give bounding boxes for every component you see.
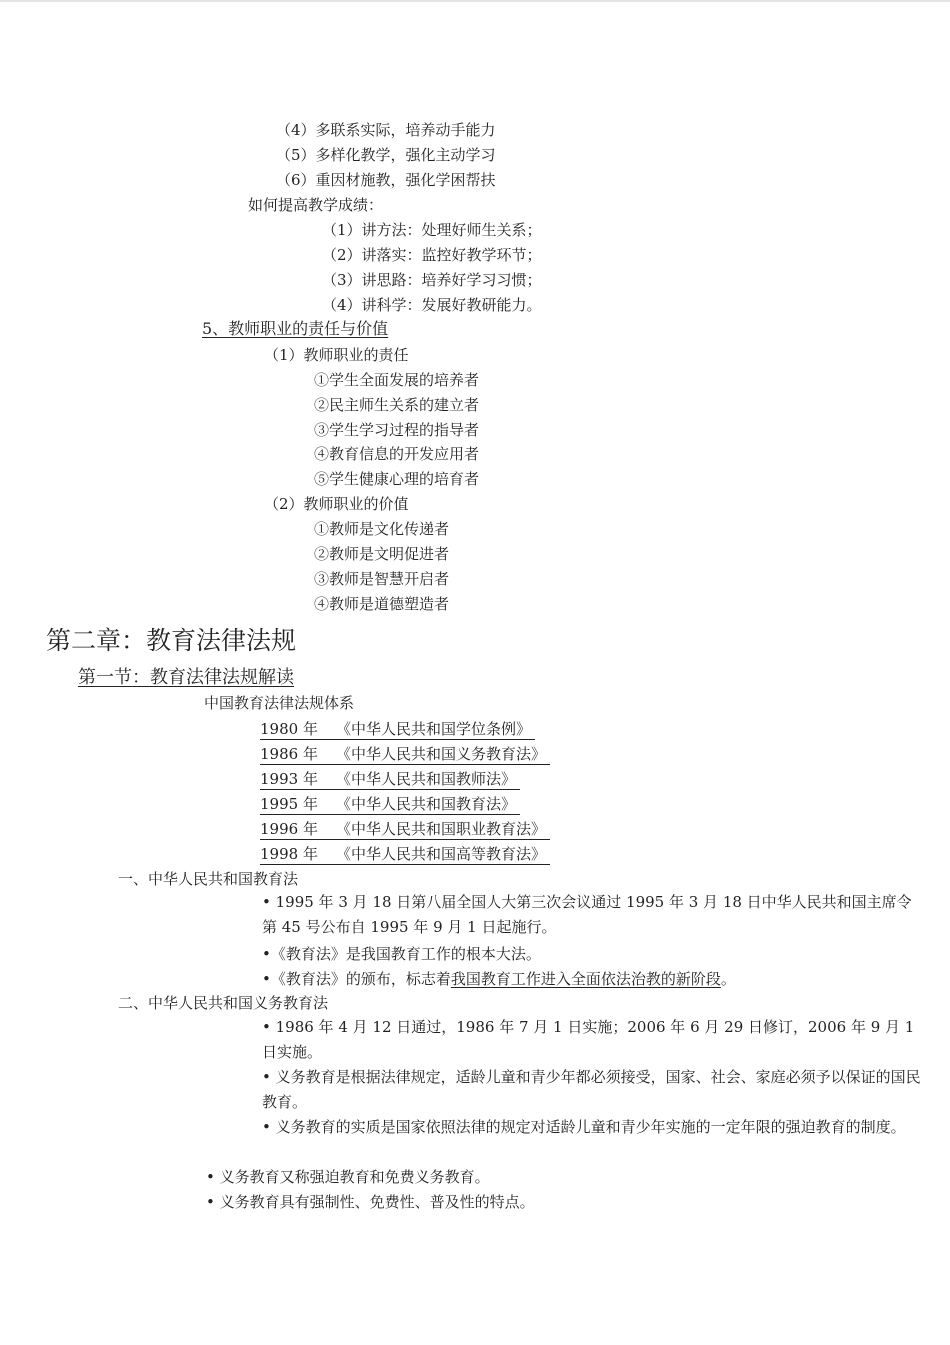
part1-bullet-3 xyxy=(262,969,736,989)
part2-bullet-3: • 义务教育的实质是国家依照法律的规定对适龄儿童和青少年实施的一定年限的强迫教育的制度。 xyxy=(262,1118,906,1136)
law-year: 1996 年 xyxy=(260,820,318,838)
value-item-3: ③教师是智慧开启者 xyxy=(314,570,450,588)
section5-title: 5、教师职业的责任与价值 xyxy=(202,319,389,338)
law-name: 《中华人民共和国教师法》 xyxy=(336,770,517,788)
responsibility-title: （1）教师职业的责任 xyxy=(264,346,409,364)
law-row xyxy=(260,719,535,740)
improve-item-1: （1）讲方法：处理好师生关系； xyxy=(322,221,542,239)
part1-bullet-1: • 1995 年 3 月 18 日第八届全国人大第三次会议通过 1995 年 3 月 18 日中华人民共和国主席令第 45 号公布自 1995 年 9 月 1 日起施行。 xyxy=(262,893,912,936)
law-name: 《中华人民共和国教育法》 xyxy=(336,795,517,813)
part2-outer-bullet-2: • 义务教育具有强制性、免费性、普及性的特点。 xyxy=(206,1193,535,1211)
law-row xyxy=(260,769,520,790)
improve-item-2: （2）讲落实：监控好教学环节； xyxy=(322,246,542,264)
law-year: 1986 年 xyxy=(260,745,318,763)
part2-title: 二、中华人民共和国义务教育法 xyxy=(118,994,329,1012)
law-row xyxy=(260,794,520,815)
part2-outer-bullet-1: • 义务教育又称强迫教育和免费义务教育。 xyxy=(206,1168,490,1186)
law-row xyxy=(260,819,550,840)
law-name: 《中华人民共和国学位条例》 xyxy=(336,720,532,738)
responsibility-item-4: ④教育信息的开发应用者 xyxy=(314,445,480,463)
part1-bullet-2: •《教育法》是我国教育工作的根本大法。 xyxy=(262,945,541,963)
part1-bullet-3-end: 。 xyxy=(720,970,736,988)
responsibility-item-2: ②民主师生关系的建立者 xyxy=(314,396,480,414)
improve-title: 如何提高教学成绩： xyxy=(248,196,384,214)
part2-bullet-2: • 义务教育是根据法律规定，适龄儿童和青少年都必须接受，国家、社会、家庭必须予以保证的国民教育。 xyxy=(262,1068,921,1111)
law-year: 1980 年 xyxy=(260,720,318,738)
part1-bullet-3-text: •《教育法》的颁布，标志着 xyxy=(262,970,451,988)
responsibility-item-1: ①学生全面发展的培养者 xyxy=(314,371,480,389)
page-top-border xyxy=(0,0,950,2)
law-year: 1998 年 xyxy=(260,845,318,863)
law-year: 1993 年 xyxy=(260,770,318,788)
law-year: 1995 年 xyxy=(260,795,318,813)
chapter2-section1-title: 第一节：教育法律法规解读 xyxy=(78,667,294,688)
improve-item-4: （4）讲科学：发展好教研能力。 xyxy=(322,296,542,314)
value-item-4: ④教师是道德塑造者 xyxy=(314,595,450,613)
law-name: 《中华人民共和国职业教育法》 xyxy=(336,820,547,838)
value-item-1: ①教师是文化传递者 xyxy=(314,520,450,538)
method-item-6: （6）重因材施教，强化学困帮扶 xyxy=(276,171,496,189)
law-system-title: 中国教育法律法规体系 xyxy=(204,694,355,712)
law-row xyxy=(260,744,550,765)
method-item-5: （5）多样化教学，强化主动学习 xyxy=(276,146,496,164)
method-item-4: （4）多联系实际，培养动手能力 xyxy=(276,121,496,139)
part2-bullet-1: • 1986 年 4 月 12 日通过，1986 年 7 月 1 日实施；2006 年 6 月 29 日修订，2006 年 9 月 1 日实施。 xyxy=(262,1018,915,1061)
value-title: （2）教师职业的价值 xyxy=(264,495,409,513)
part1-title: 一、中华人民共和国教育法 xyxy=(118,870,299,888)
responsibility-item-3: ③学生学习过程的指导者 xyxy=(314,421,480,439)
improve-item-3: （3）讲思路：培养好学习习惯； xyxy=(322,271,542,289)
value-item-2: ②教师是文明促进者 xyxy=(314,545,450,563)
responsibility-item-5: ⑤学生健康心理的培育者 xyxy=(314,470,480,488)
chapter2-title: 第二章：教育法律法规 xyxy=(46,626,297,655)
law-name: 《中华人民共和国义务教育法》 xyxy=(336,745,547,763)
part1-bullet-3-emphasis: 我国教育工作进入全面依法治教的新阶段 xyxy=(450,970,721,988)
law-row xyxy=(260,844,550,865)
law-name: 《中华人民共和国高等教育法》 xyxy=(336,845,547,863)
